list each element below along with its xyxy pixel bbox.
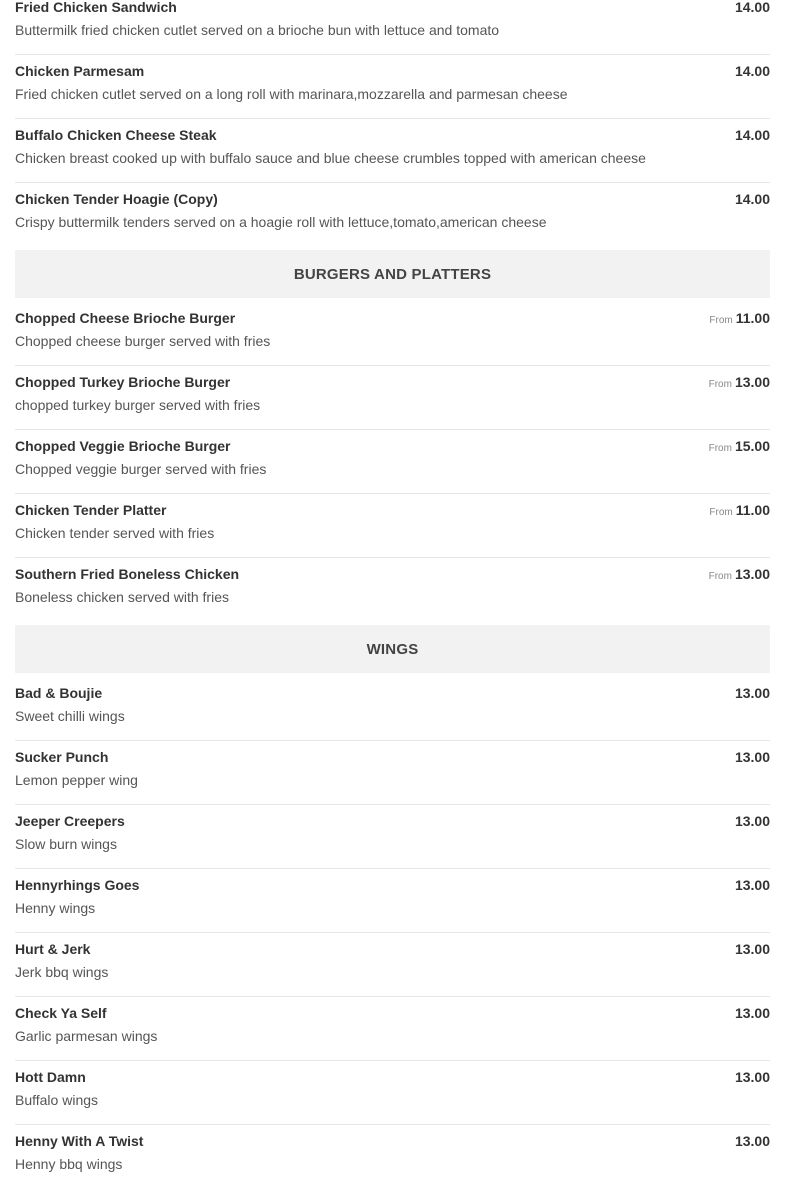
section-header: WINGS	[15, 625, 770, 673]
menu-item[interactable]	[15, 119, 770, 183]
menu-item-name: Hott Damn	[15, 1069, 86, 1085]
menu-item[interactable]	[15, 0, 770, 55]
menu-item[interactable]	[15, 1125, 770, 1188]
menu-item-price-block	[709, 566, 770, 582]
menu-item-description: Chopped cheese burger served with fries	[15, 333, 271, 349]
menu-item-price: 13.00	[734, 374, 770, 390]
menu-item-price: 11.00	[735, 502, 770, 518]
price-prefix: From	[709, 507, 733, 518]
menu-item-description: Henny bbq wings	[15, 1156, 123, 1172]
menu-item[interactable]	[15, 741, 770, 805]
price-prefix: From	[709, 315, 733, 326]
menu-item-description: Boneless chicken served with fries	[15, 589, 229, 605]
menu-item-price: 14.00	[734, 191, 770, 207]
menu-item-description: Lemon pepper wing	[15, 772, 138, 788]
menu-item-price-block	[735, 941, 770, 957]
menu-item[interactable]	[15, 558, 770, 621]
menu-section	[15, 625, 770, 1188]
menu-item[interactable]	[15, 302, 770, 366]
menu-item-name: Chopped Turkey Brioche Burger	[15, 374, 231, 390]
menu-item-price: 13.00	[734, 813, 770, 829]
menu-item-price-block	[735, 813, 770, 829]
menu-item-description: Buttermilk fried chicken cutlet served on a brioche bun with lettuce and tomato	[15, 22, 500, 38]
menu-item-price-block	[735, 877, 770, 893]
menu-item-description: Buffalo wings	[15, 1092, 99, 1108]
menu-item-price: 13.00	[734, 877, 770, 893]
menu-item[interactable]	[15, 430, 770, 494]
menu-item-description: Fried chicken cutlet served on a long roll with marinara,mozzarella and parmesan cheese	[15, 86, 568, 102]
menu-item[interactable]	[15, 805, 770, 869]
menu-item-description: Crispy buttermilk tenders served on a hoagie roll with lettuce,tomato,american cheese	[15, 214, 547, 230]
menu-item-price: 13.00	[734, 749, 770, 765]
menu-section	[15, 250, 770, 621]
section-header: BURGERS AND PLATTERS	[15, 250, 770, 298]
menu-item-price-block	[735, 0, 770, 15]
menu-item-price-block	[735, 1133, 770, 1149]
menu-item-description: Jerk bbq wings	[15, 964, 109, 980]
menu-item-price: 13.00	[734, 1069, 770, 1085]
menu-item[interactable]	[15, 997, 770, 1061]
menu-item-price-block	[735, 191, 770, 207]
menu-item-price: 14.00	[734, 127, 770, 143]
menu-item-price: 13.00	[734, 1005, 770, 1021]
menu-item-price: 15.00	[734, 438, 770, 454]
menu-item-name: Fried Chicken Sandwich	[15, 0, 177, 15]
menu-item-name: Chicken Tender Platter	[15, 502, 167, 518]
menu-item-price-block	[735, 63, 770, 79]
menu-item-description: Chicken tender served with fries	[15, 525, 215, 541]
menu-item-price-block	[735, 685, 770, 701]
menu-item-name: Hennyrhings Goes	[15, 877, 140, 893]
menu-item-name: Bad & Boujie	[15, 685, 103, 701]
menu-item-price-block	[709, 502, 770, 518]
menu-item-name: Henny With A Twist	[15, 1133, 144, 1149]
menu-item-description: Slow burn wings	[15, 836, 117, 852]
menu-item-name: Sucker Punch	[15, 749, 109, 765]
menu-item-name: Chicken Tender Hoagie (Copy)	[15, 191, 218, 207]
menu-item-price: 11.00	[735, 310, 770, 326]
price-prefix: From	[708, 443, 732, 454]
menu-item-price-block	[709, 310, 770, 326]
menu-item[interactable]	[15, 933, 770, 997]
menu-item-name: Buffalo Chicken Cheese Steak	[15, 127, 217, 143]
menu-item-price: 13.00	[734, 1133, 770, 1149]
menu-item-name: Chopped Veggie Brioche Burger	[15, 438, 231, 454]
menu-item-price: 14.00	[734, 63, 770, 79]
menu-item[interactable]	[15, 55, 770, 119]
menu-item-name: Chicken Parmesam	[15, 63, 145, 79]
menu-item-name: Jeeper Creepers	[15, 813, 125, 829]
menu-item[interactable]	[15, 677, 770, 741]
menu-item-description: Sweet chilli wings	[15, 708, 125, 724]
menu-item-price-block	[735, 1069, 770, 1085]
menu-item-price: 13.00	[734, 685, 770, 701]
menu-item-price-block	[735, 127, 770, 143]
menu-item-price-block	[735, 749, 770, 765]
menu-item-price: 13.00	[734, 941, 770, 957]
menu-item-price-block	[735, 1005, 770, 1021]
menu-item-name: Check Ya Self	[15, 1005, 107, 1021]
price-prefix: From	[708, 379, 732, 390]
menu-item[interactable]	[15, 869, 770, 933]
menu-item-price-block	[709, 438, 770, 454]
menu-item-name: Chopped Cheese Brioche Burger	[15, 310, 236, 326]
menu-list	[15, 0, 770, 1188]
menu-item-name: Hurt & Jerk	[15, 941, 91, 957]
menu-item-price-block	[709, 374, 770, 390]
menu-item[interactable]	[15, 183, 770, 246]
menu-item[interactable]	[15, 494, 770, 558]
menu-item[interactable]	[15, 366, 770, 430]
menu-item-description: Chicken breast cooked up with buffalo sauce and blue cheese crumbles topped with american cheese	[15, 150, 646, 166]
price-prefix: From	[708, 571, 732, 582]
menu-item-description: chopped turkey burger served with fries	[15, 397, 261, 413]
menu-item-price: 14.00	[734, 0, 770, 15]
menu-item-description: Chopped veggie burger served with fries	[15, 461, 267, 477]
menu-item-description: Henny wings	[15, 900, 96, 916]
menu-item-description: Garlic parmesan wings	[15, 1028, 158, 1044]
menu-item[interactable]	[15, 1061, 770, 1125]
menu-section	[15, 0, 770, 246]
menu-item-name: Southern Fried Boneless Chicken	[15, 566, 240, 582]
menu-item-price: 13.00	[734, 566, 770, 582]
